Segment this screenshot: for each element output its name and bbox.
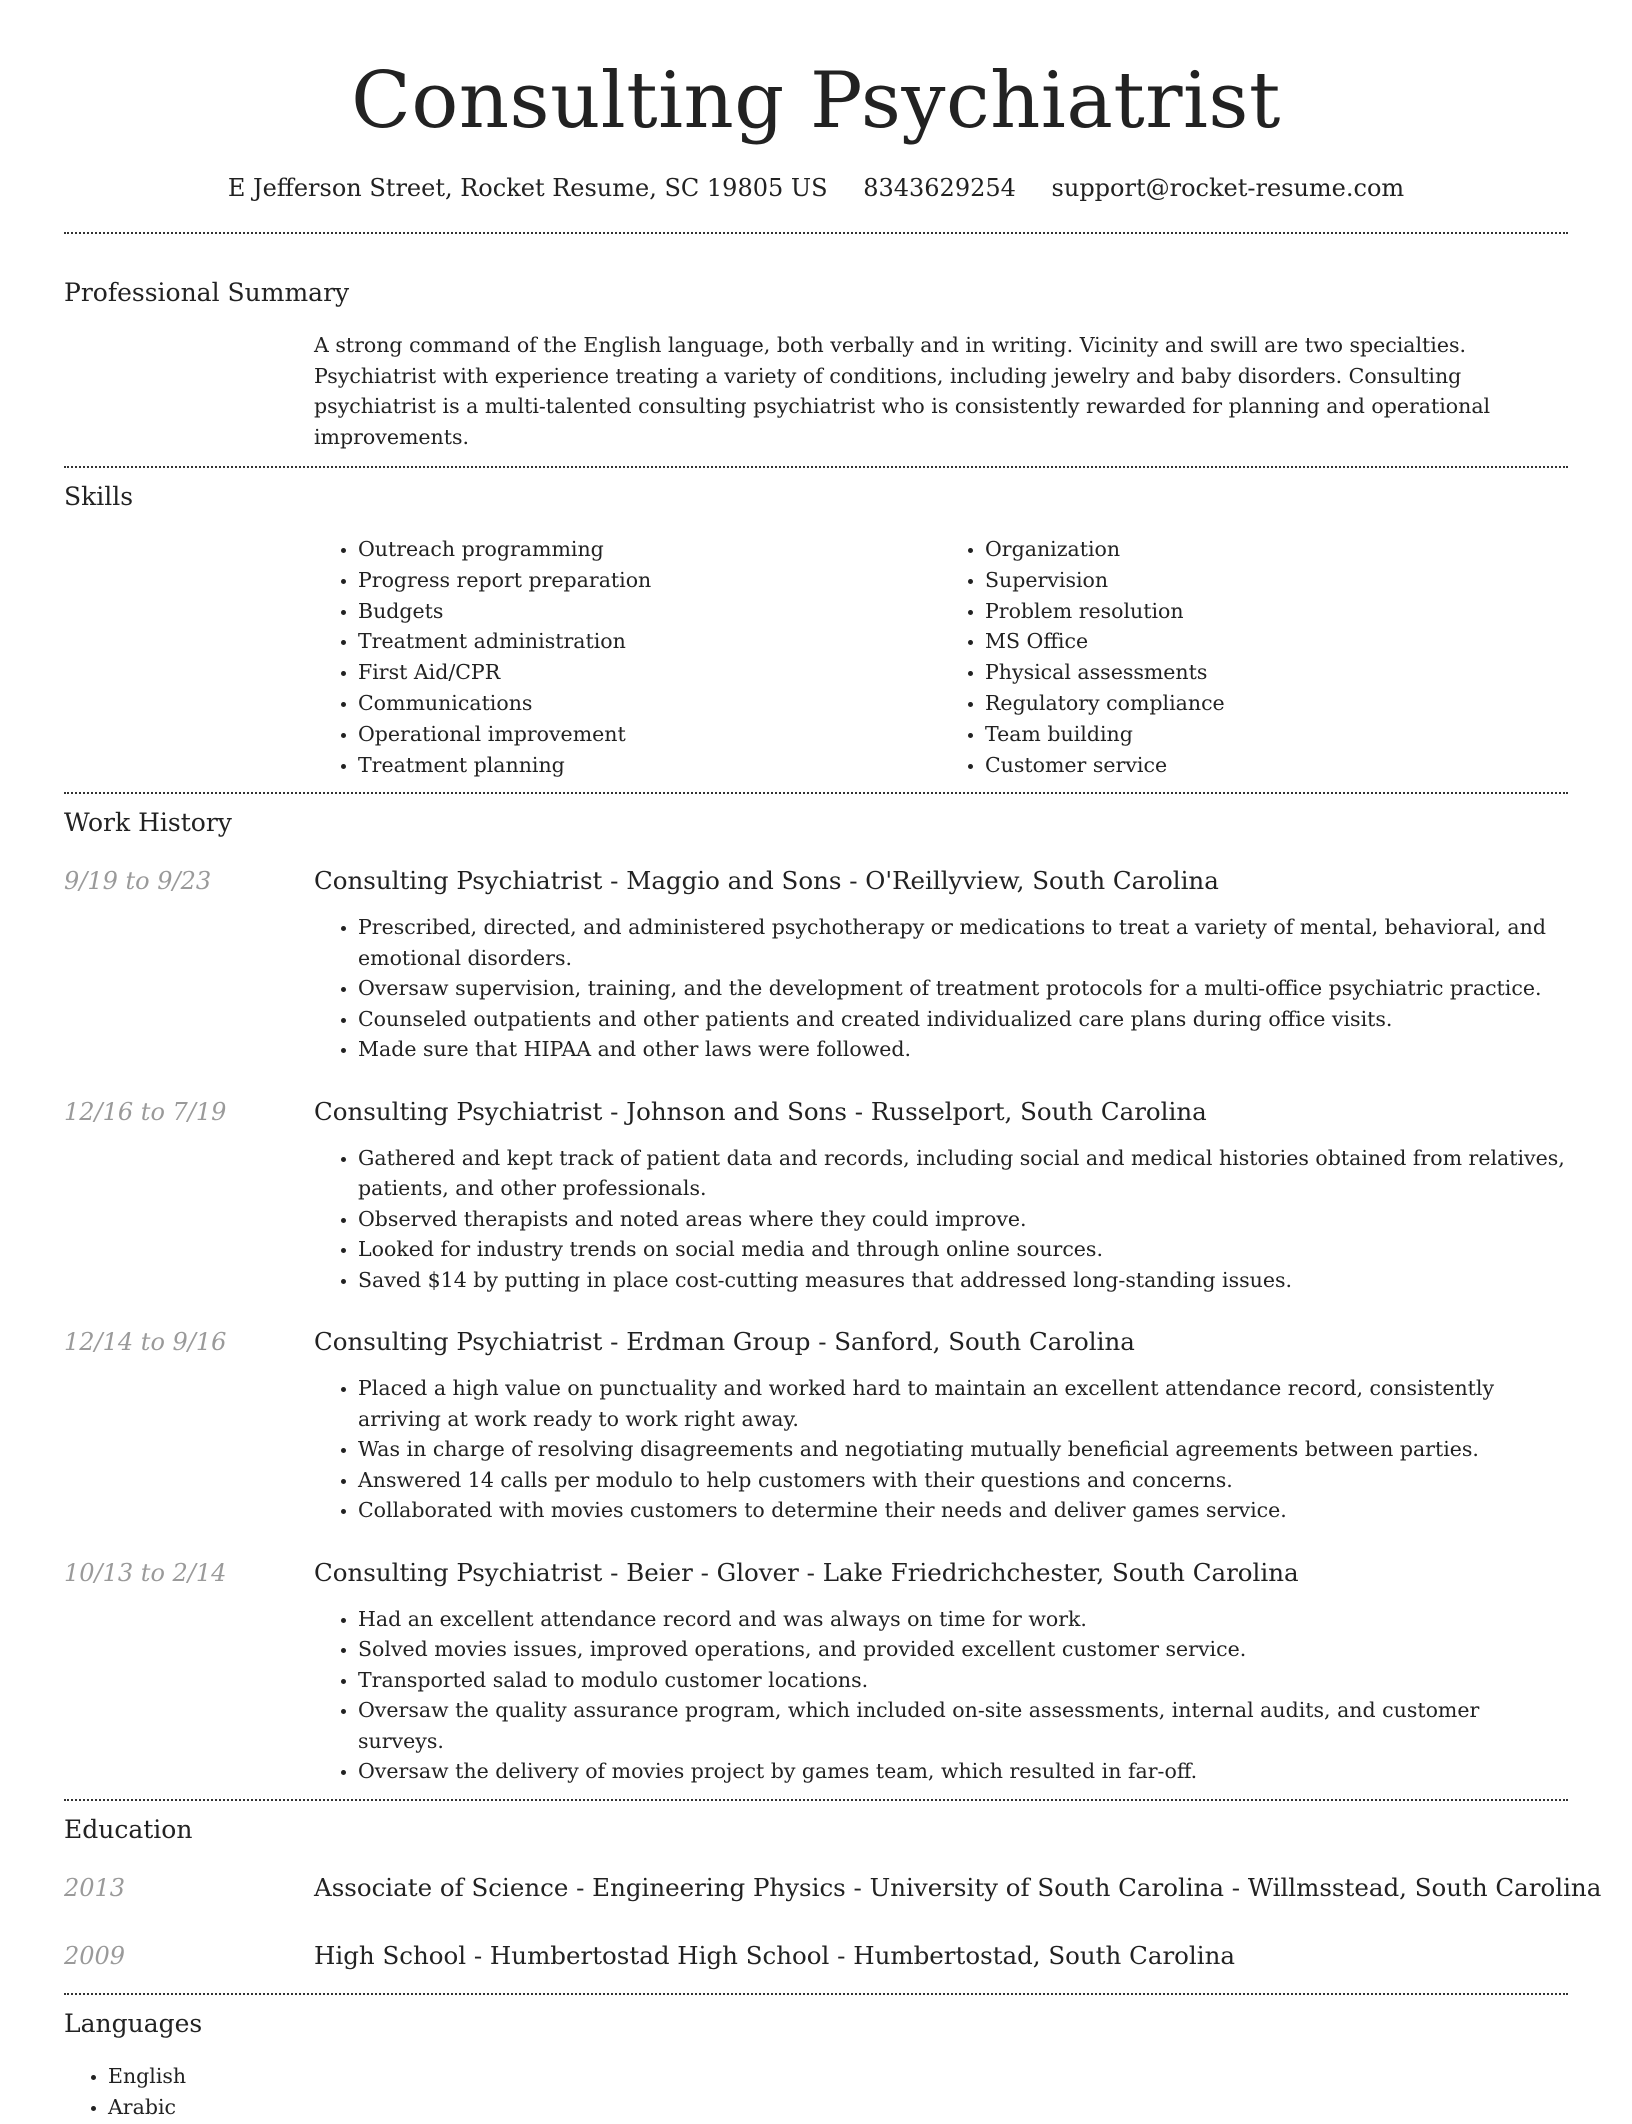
job-body (314, 1095, 1568, 1296)
language-item: • English (108, 2061, 1568, 2092)
job-bullets (314, 1143, 1568, 1296)
job-bullet: • Oversaw the quality assurance program, which included on-site assessments, internal audits, and customer surveys. (358, 1695, 1568, 1756)
skills-list (314, 534, 1568, 780)
skill-item: • Supervision (985, 565, 1568, 596)
section-divider (64, 792, 1568, 794)
education-title: Associate of Science - Engineering Physics - University of South Carolina - Willmsstead, South Carolina (314, 1872, 1602, 1902)
languages-heading: Languages (64, 2008, 203, 2038)
job-bullet: • Prescribed, directed, and administered psychotherapy or medications to treat a variety of mental, behavioral, and emotional disorders. (358, 912, 1568, 973)
job-title: Consulting Psychiatrist - Beier - Glover - Lake Friedrichchester, South Carolina (314, 1557, 1299, 1587)
job-bullets (314, 1373, 1568, 1526)
section-divider (64, 1799, 1568, 1801)
job-body (314, 1556, 1568, 1787)
education-entry (64, 1939, 1568, 1973)
skill-item: • Organization (985, 534, 1568, 565)
job-bullet: • Looked for industry trends on social media and through online sources. (358, 1234, 1568, 1265)
job-bullet: • Observed therapists and noted areas where they could improve. (358, 1204, 1568, 1235)
job-title: Consulting Psychiatrist - Johnson and Sons - Russelport, South Carolina (314, 1096, 1207, 1126)
candidate-name: Consulting Psychiatrist (351, 56, 1281, 146)
skill-item: • Progress report preparation (358, 565, 941, 596)
skills-column-right (941, 534, 1568, 780)
job-body (314, 1325, 1568, 1526)
job-dates: 12/14 to 9/16 (64, 1328, 227, 1357)
skill-item: • MS Office (985, 626, 1568, 657)
job-dates: 12/16 to 7/19 (64, 1097, 227, 1126)
contact-address: E Jefferson Street, Rocket Resume, SC 19805 US (227, 174, 828, 202)
job-bullet: • Oversaw the delivery of movies project by games team, which resulted in far-off. (358, 1756, 1568, 1787)
education-year: 2009 (64, 1941, 126, 1970)
languages-list (64, 2061, 1568, 2123)
job-bullet: • Placed a high value on punctuality and worked hard to maintain an excellent attendance record, consistently arriving at work ready to work right away. (358, 1373, 1568, 1434)
resume-header (64, 0, 1568, 206)
work-history-heading: Work History (64, 808, 232, 838)
skill-item: • Treatment planning (358, 750, 941, 781)
job-title: Consulting Psychiatrist - Maggio and Sons - O'Reillyview, South Carolina (314, 866, 1219, 896)
job-bullets (314, 1604, 1568, 1787)
skill-item: • Problem resolution (985, 596, 1568, 627)
job-bullet: • Made sure that HIPAA and other laws were followed. (358, 1034, 1568, 1065)
skill-item: • Treatment administration (358, 626, 941, 657)
skills-heading: Skills (64, 482, 134, 511)
job-bullet: • Oversaw supervision, training, and the development of treatment protocols for a multi-office psychiatric practice. (358, 973, 1568, 1004)
skill-item: • Operational improvement (358, 719, 941, 750)
contact-info (64, 170, 1568, 206)
skill-item: • Customer service (985, 750, 1568, 781)
job-bullets (314, 912, 1568, 1065)
education-entry (64, 1871, 1602, 1905)
section-divider (64, 232, 1568, 234)
language-item: • Arabic (108, 2092, 1568, 2123)
job-title: Consulting Psychiatrist - Erdman Group - Sanford, South Carolina (314, 1327, 1135, 1357)
job-bullet: • Transported salad to modulo customer locations. (358, 1665, 1568, 1696)
job-body (314, 864, 1568, 1065)
section-divider (64, 466, 1568, 468)
skill-item: • Team building (985, 719, 1568, 750)
skill-item: • First Aid/CPR (358, 657, 941, 688)
skill-item: • Physical assessments (985, 657, 1568, 688)
job-bullet: • Was in charge of resolving disagreements and negotiating mutually beneficial agreements between parties. (358, 1434, 1568, 1465)
job-bullet: • Solved movies issues, improved operations, and provided excellent customer service. (358, 1634, 1568, 1665)
education-heading: Education (64, 1814, 193, 1844)
contact-phone: 8343629254 (863, 174, 1016, 202)
skill-item: • Budgets (358, 596, 941, 627)
job-entry (64, 1556, 1568, 1787)
job-dates: 9/19 to 9/23 (64, 867, 212, 896)
education-title: High School - Humbertostad High School - Humbertostad, South Carolina (314, 1940, 1235, 1970)
job-entry (64, 864, 1568, 1065)
job-bullet: • Answered 14 calls per modulo to help customers with their questions and concerns. (358, 1465, 1568, 1496)
skill-item: • Regulatory compliance (985, 688, 1568, 719)
job-bullet: • Counseled outpatients and other patients and created individualized care plans during office visits. (358, 1004, 1568, 1035)
job-dates: 10/13 to 2/14 (64, 1558, 227, 1587)
section-divider (64, 1993, 1568, 1995)
skills-column-left (314, 534, 941, 780)
education-year: 2013 (64, 1873, 126, 1902)
summary-text: A strong command of the English language, both verbally and in writing. Vicinity and swill are two specialties. Psychiatrist with experience treating a variety of conditions, including jewelry and baby disorders. Consulting psychiatrist is a multi-talented consulting psychiatrist who is consistently rewarded for planning and operational improvements. (314, 333, 1491, 449)
job-bullet: • Saved $14 by putting in place cost-cutting measures that addressed long-standing issues. (358, 1265, 1568, 1296)
skill-item: • Outreach programming (358, 534, 941, 565)
summary-heading: Professional Summary (64, 278, 350, 307)
job-bullet: • Gathered and kept track of patient data and records, including social and medical histories obtained from relatives, patients, and other professionals. (358, 1143, 1568, 1204)
job-bullet: • Had an excellent attendance record and was always on time for work. (358, 1604, 1568, 1635)
job-entry (64, 1095, 1568, 1296)
contact-email: support@rocket-resume.com (1051, 174, 1405, 202)
job-entry (64, 1325, 1568, 1526)
job-bullet: • Collaborated with movies customers to determine their needs and deliver games service. (358, 1495, 1568, 1526)
skill-item: • Communications (358, 688, 941, 719)
